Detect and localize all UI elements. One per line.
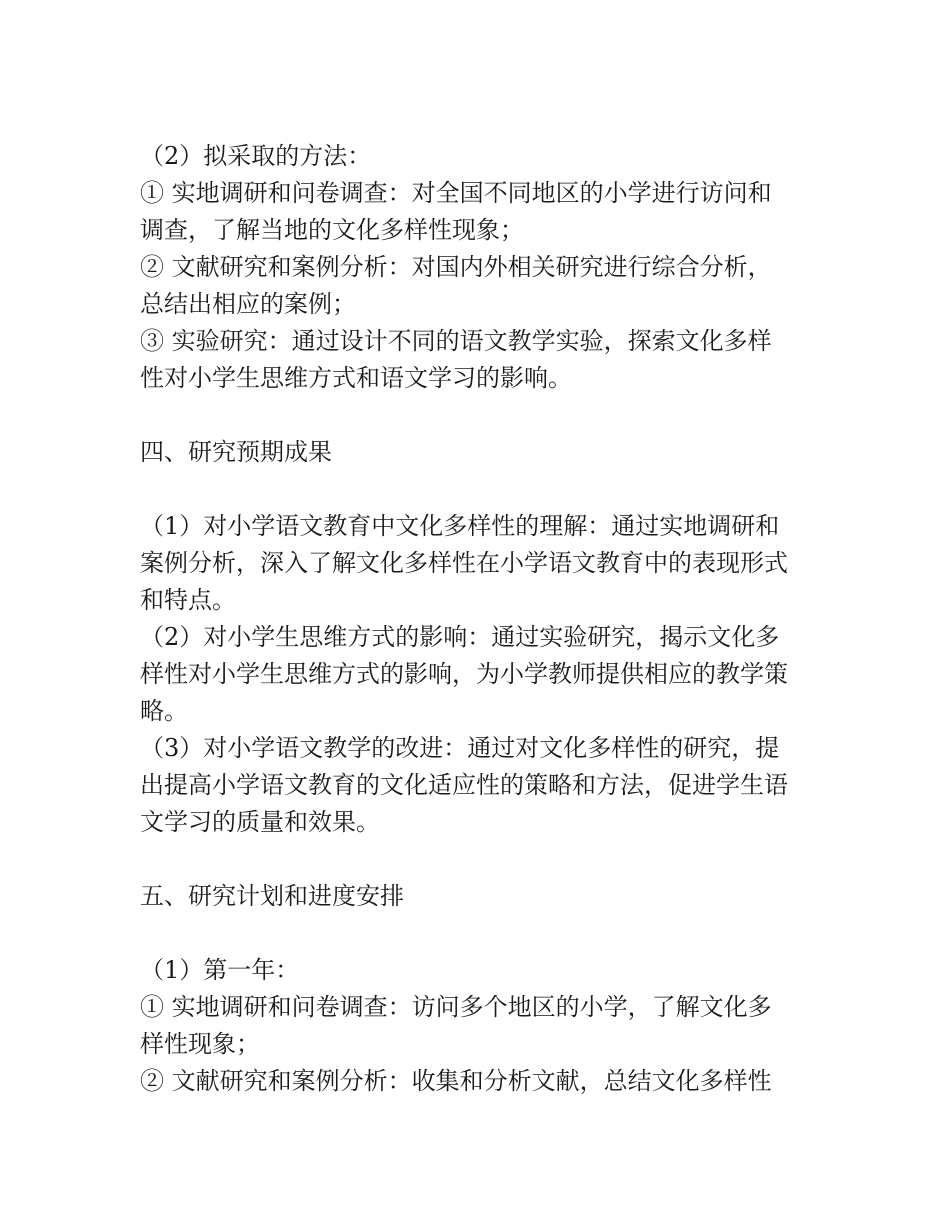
spacer <box>140 397 815 434</box>
year-1-heading: （1）第一年： <box>140 956 300 984</box>
method-item-1-line-1: ① 实地调研和问卷调查：对全国不同地区的小学进行访问和 <box>140 179 772 207</box>
document-body <box>140 138 815 1100</box>
method-item-3-line-1: ③ 实验研究：通过设计不同的语文教学实验，探索文化多样 <box>140 327 772 355</box>
outcome-3-line-2: 出提高小学语文教育的文化适应性的策略和方法，促进学生语 <box>140 771 788 799</box>
spacer <box>140 841 815 878</box>
plan-item-2-line-1: ② 文献研究和案例分析：收集和分析文献，总结文化多样性 <box>140 1067 772 1095</box>
outcome-1-line-1: （1）对小学语文教育中文化多样性的理解：通过实地调研和 <box>140 512 780 540</box>
method-item-1-line-2: 调查，了解当地的文化多样性现象； <box>140 216 524 244</box>
outcome-3-line-1: （3）对小学语文教学的改进：通过对文化多样性的研究，提 <box>140 734 780 762</box>
method-item-2-line-2: 总结出相应的案例； <box>140 290 356 318</box>
method-item-3-line-2: 性对小学生思维方式和语文学习的影响。 <box>140 364 572 392</box>
method-item-2-line-1: ② 文献研究和案例分析：对国内外相关研究进行综合分析， <box>140 253 772 281</box>
section-5-title: 五、研究计划和进度安排 <box>140 882 404 910</box>
method-heading: （2）拟采取的方法： <box>140 142 372 170</box>
spacer <box>140 915 815 952</box>
spacer <box>140 471 815 508</box>
outcome-2-line-1: （2）对小学生思维方式的影响：通过实验研究，揭示文化多 <box>140 623 780 651</box>
outcome-2-line-2: 样性对小学生思维方式的影响，为小学教师提供相应的教学策 <box>140 660 788 688</box>
section-4-title: 四、研究预期成果 <box>140 438 332 466</box>
outcome-1-line-3: 和特点。 <box>140 586 236 614</box>
outcome-2-line-3: 略。 <box>140 697 188 725</box>
plan-item-1-line-2: 样性现象； <box>140 1030 260 1058</box>
plan-item-1-line-1: ① 实地调研和问卷调查：访问多个地区的小学，了解文化多 <box>140 993 772 1021</box>
outcome-1-line-2: 案例分析，深入了解文化多样性在小学语文教育中的表现形式 <box>140 549 788 577</box>
outcome-3-line-3: 文学习的质量和效果。 <box>140 808 380 836</box>
